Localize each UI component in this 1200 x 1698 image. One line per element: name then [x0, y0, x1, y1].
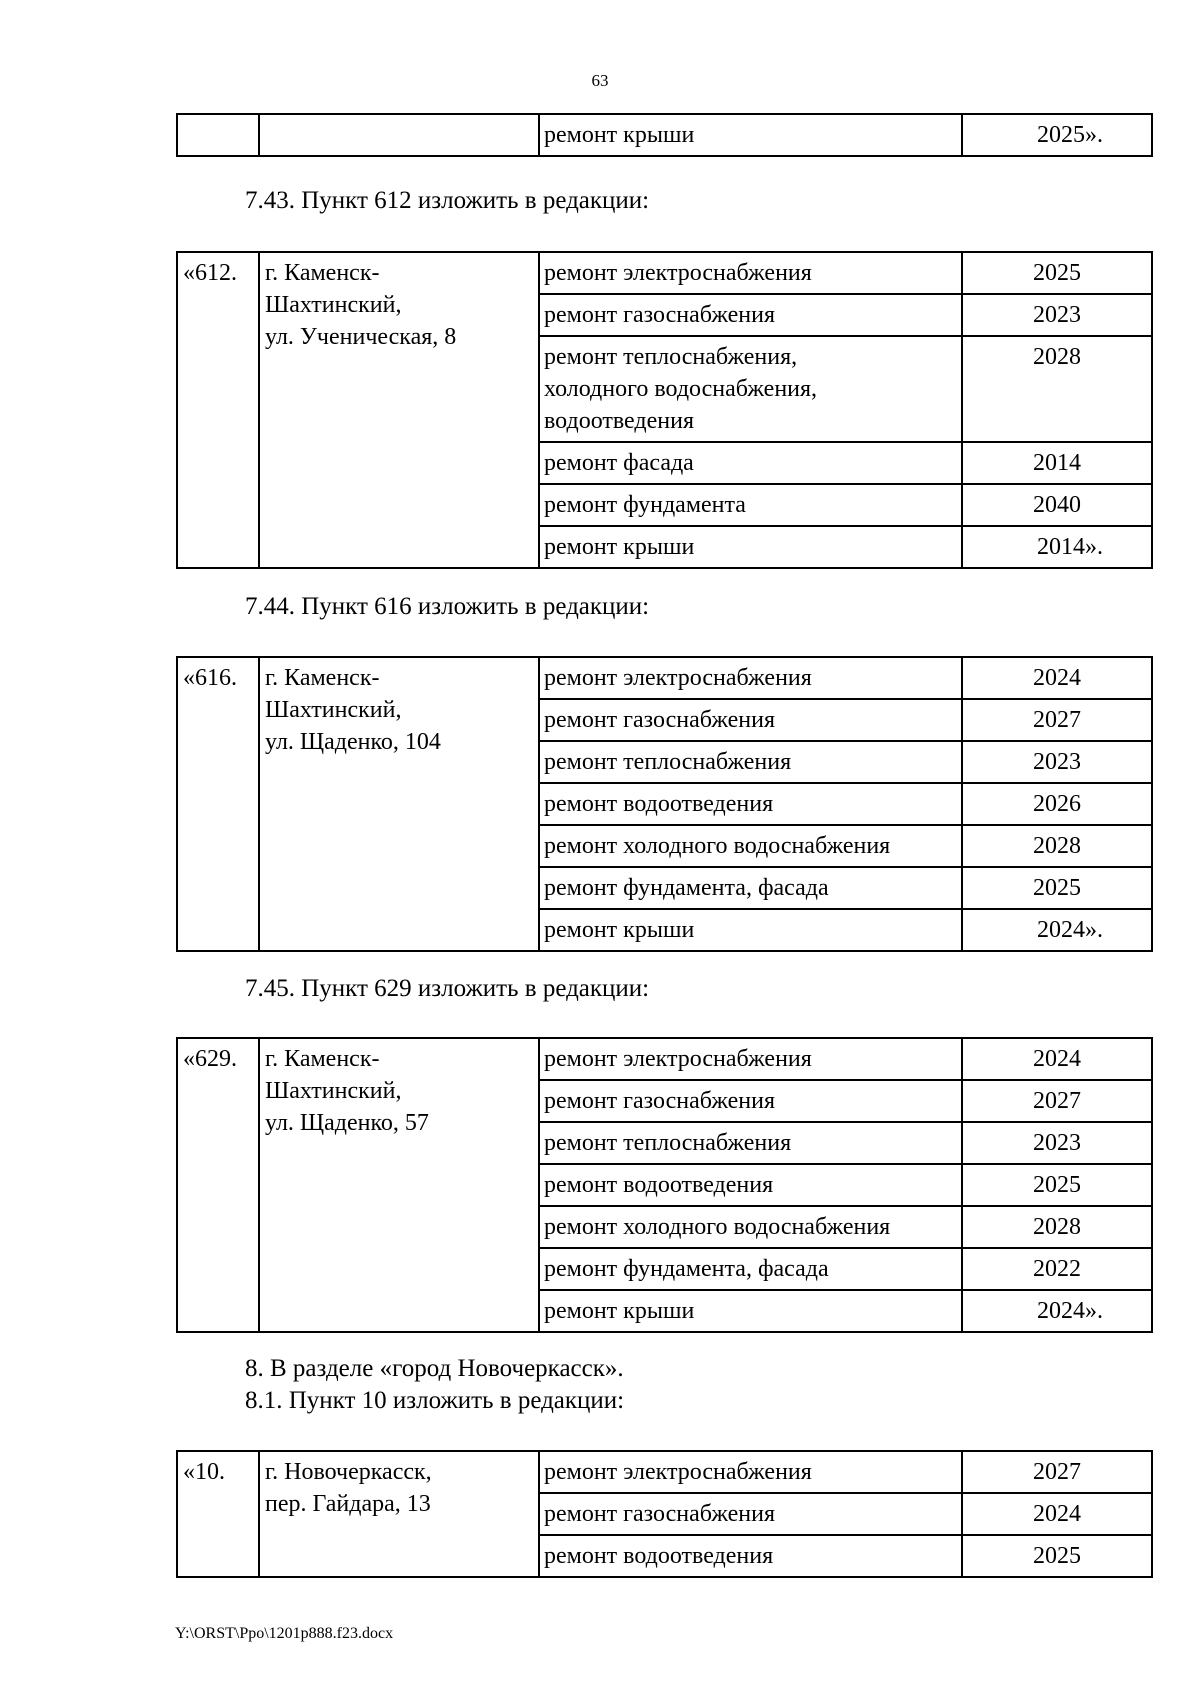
work-type-line: ремонт крыши	[544, 534, 695, 560]
work-type-cell	[539, 1206, 962, 1248]
continuation-table	[176, 113, 1153, 157]
address-line: ул. Щаденко, 104	[265, 729, 441, 755]
address-line: Шахтинский,	[265, 292, 402, 318]
year-cell	[962, 1535, 1152, 1577]
paragraph-8: 8. В разделе «город Новочеркасск».	[245, 1355, 624, 1382]
year-cell	[962, 1164, 1152, 1206]
work-type-line: ремонт холодного водоснабжения	[544, 1214, 891, 1240]
year-value: 2022	[1033, 1256, 1081, 1282]
work-type-line: ремонт фундамента, фасада	[544, 1256, 829, 1282]
work-type-cell	[539, 1535, 962, 1577]
year-value: 2023	[1033, 302, 1081, 328]
year-cell	[962, 336, 1152, 442]
table-item-629	[176, 1037, 1153, 1333]
work-type-cell	[539, 741, 962, 783]
year-cell	[962, 484, 1152, 526]
work-type-cell	[539, 252, 962, 294]
year-cell	[962, 1290, 1152, 1332]
year-value: 2025».	[1037, 122, 1103, 148]
item-number-cell: «629.	[177, 1038, 259, 1332]
work-type-cell	[539, 442, 962, 484]
year-value: 2024	[1033, 665, 1081, 691]
year-value: 2024».	[1037, 917, 1103, 943]
year-cell	[962, 699, 1152, 741]
work-type-line: ремонт электроснабжения	[544, 1046, 812, 1072]
work-type-cell	[539, 526, 962, 568]
year-cell	[962, 909, 1152, 951]
year-cell	[962, 657, 1152, 699]
address-cell	[259, 657, 539, 951]
year-cell	[962, 1038, 1152, 1080]
paragraph-7-45: 7.45. Пункт 629 изложить в редакции:	[245, 975, 650, 1002]
item-number-cell: «616.	[177, 657, 259, 951]
year-value: 2025	[1033, 260, 1081, 286]
work-type-line: ремонт газоснабжения	[544, 1088, 776, 1114]
address-line: г. Каменск-	[265, 665, 380, 691]
year-value: 2023	[1033, 1130, 1081, 1156]
work-type-cell	[539, 336, 962, 442]
work-type-cell	[539, 1248, 962, 1290]
year-cell	[962, 1451, 1152, 1493]
year-value: 2027	[1033, 707, 1081, 733]
year-value: 2027	[1033, 1459, 1081, 1485]
year-value: 2025	[1033, 1172, 1081, 1198]
year-value: 2014».	[1037, 534, 1103, 560]
work-type-cell	[539, 783, 962, 825]
table-row	[177, 657, 1152, 699]
work-type-line: ремонт водоотведения	[544, 1543, 774, 1569]
paragraph-7-44: 7.44. Пункт 616 изложить в редакции:	[245, 593, 650, 620]
work-type-cell	[539, 1080, 962, 1122]
work-type-cell	[539, 1493, 962, 1535]
table-row	[177, 1451, 1152, 1493]
work-type-line: ремонт водоотведения	[544, 791, 774, 817]
work-type-line: ремонт теплоснабжения	[544, 1130, 792, 1156]
year-value: 2025	[1033, 875, 1081, 901]
work-type-line: ремонт крыши	[544, 1298, 695, 1324]
work-type-line: ремонт газоснабжения	[544, 1501, 776, 1527]
paragraph-8-1: 8.1. Пункт 10 изложить в редакции:	[245, 1387, 625, 1414]
work-type-line: ремонт фундамента	[544, 492, 746, 518]
work-type-cell	[539, 867, 962, 909]
year-cell	[962, 783, 1152, 825]
work-type-line: ремонт электроснабжения	[544, 1459, 812, 1485]
year-value: 2027	[1033, 1088, 1081, 1114]
work-type-line: ремонт теплоснабжения,	[544, 344, 798, 370]
address-line: Шахтинский,	[265, 1078, 402, 1104]
work-type-line: ремонт электроснабжения	[544, 260, 812, 286]
year-cell	[962, 442, 1152, 484]
table-item-10	[176, 1450, 1153, 1578]
work-type-line: ремонт фундамента, фасада	[544, 875, 829, 901]
work-type-cell	[539, 1290, 962, 1332]
work-type-line: ремонт теплоснабжения	[544, 749, 792, 775]
paragraph-7-43: 7.43. Пункт 612 изложить в редакции:	[245, 187, 650, 214]
item-number-cell: «612.	[177, 252, 259, 568]
table-row	[177, 252, 1152, 294]
work-type-line: холодного водоснабжения,	[544, 376, 818, 402]
table-row	[177, 114, 1152, 156]
work-type-cell: ремонт крыши	[539, 114, 962, 156]
work-type-cell	[539, 825, 962, 867]
address-cell	[259, 1038, 539, 1332]
address-line: г. Каменск-	[265, 1046, 380, 1072]
work-type-cell	[539, 1164, 962, 1206]
work-type-line: ремонт электроснабжения	[544, 665, 812, 691]
table-row	[177, 1038, 1152, 1080]
work-type-cell	[539, 1038, 962, 1080]
year-value: 2040	[1033, 492, 1081, 518]
year-value: 2026	[1033, 791, 1081, 817]
address-line: ул. Щаденко, 57	[265, 1110, 429, 1136]
year-cell	[962, 825, 1152, 867]
year-value: 2024».	[1037, 1298, 1103, 1324]
work-type-line: ремонт газоснабжения	[544, 302, 776, 328]
year-cell	[962, 114, 1152, 156]
table-item-612	[176, 251, 1153, 569]
year-value: 2028	[1033, 344, 1081, 370]
year-cell	[962, 1493, 1152, 1535]
address-line: г. Каменск-	[265, 260, 380, 286]
work-type-cell	[539, 909, 962, 951]
year-value: 2014	[1033, 450, 1081, 476]
year-cell	[962, 1206, 1152, 1248]
year-cell	[962, 867, 1152, 909]
work-type-line: ремонт газоснабжения	[544, 707, 776, 733]
year-value: 2023	[1033, 749, 1081, 775]
table-item-616	[176, 656, 1153, 952]
address-line: пер. Гайдара, 13	[265, 1491, 431, 1517]
work-type-line: ремонт фасада	[544, 450, 694, 476]
year-cell	[962, 1122, 1152, 1164]
year-cell	[962, 252, 1152, 294]
address-cell	[259, 114, 539, 156]
work-type-line: водоотведения	[544, 408, 694, 434]
work-type-cell	[539, 657, 962, 699]
file-path-footer: Y:\ORST\Ppo\1201p888.f23.docx	[175, 1625, 394, 1642]
year-value: 2028	[1033, 833, 1081, 859]
work-type-cell	[539, 1451, 962, 1493]
work-type-line: ремонт крыши	[544, 917, 695, 943]
address-cell	[259, 252, 539, 568]
page-number: 63	[591, 71, 609, 90]
address-line: г. Новочеркасск,	[265, 1459, 432, 1485]
year-cell	[962, 1080, 1152, 1122]
year-cell	[962, 294, 1152, 336]
year-cell	[962, 1248, 1152, 1290]
address-line: ул. Ученическая, 8	[265, 324, 457, 350]
work-type-cell	[539, 484, 962, 526]
year-value: 2024	[1033, 1046, 1081, 1072]
year-value: 2025	[1033, 1543, 1081, 1569]
work-type-line: ремонт холодного водоснабжения	[544, 833, 891, 859]
year-value: 2024	[1033, 1501, 1081, 1527]
work-type-cell	[539, 294, 962, 336]
year-cell	[962, 741, 1152, 783]
work-type-cell	[539, 1122, 962, 1164]
address-line: Шахтинский,	[265, 697, 402, 723]
work-type-cell	[539, 699, 962, 741]
address-cell	[259, 1451, 539, 1577]
work-type-line: ремонт водоотведения	[544, 1172, 774, 1198]
year-cell	[962, 526, 1152, 568]
item-number-cell: «10.	[177, 1451, 259, 1577]
item-number-cell	[177, 114, 259, 156]
year-value: 2028	[1033, 1214, 1081, 1240]
